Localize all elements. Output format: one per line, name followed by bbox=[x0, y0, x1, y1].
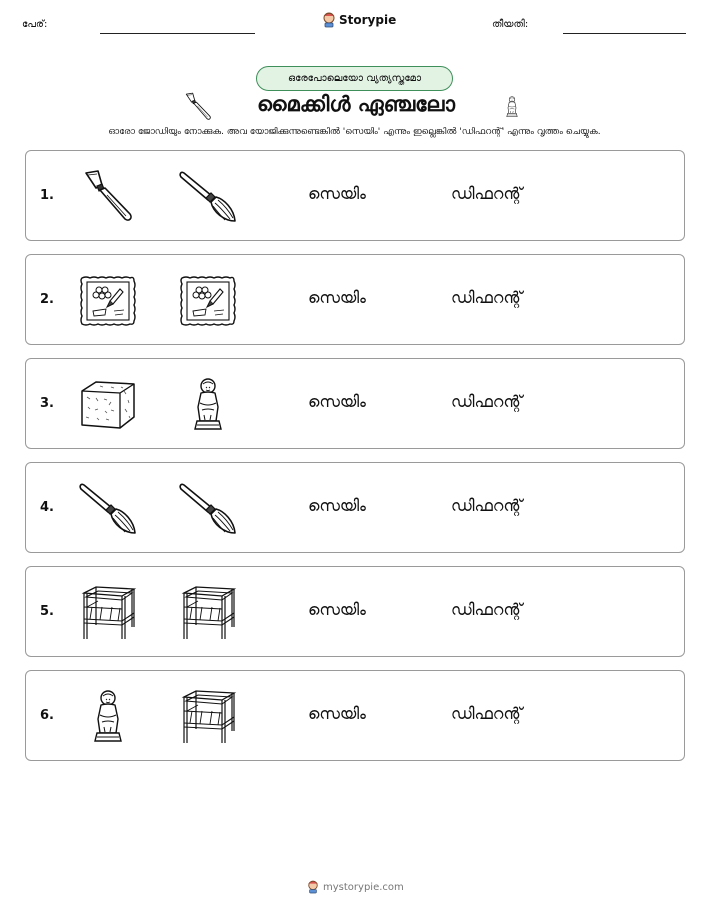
date-label: തീയതി: bbox=[492, 19, 529, 30]
different-option[interactable]: ഡിഫറന്റ് bbox=[451, 288, 523, 307]
fresco-tile-icon bbox=[78, 273, 138, 329]
badge-label: ഒരേപോലെയോ വ്യത്യസ്തമോ bbox=[287, 73, 422, 84]
different-option[interactable]: ഡിഫറന്റ് bbox=[451, 184, 523, 203]
chisel-icon bbox=[78, 169, 138, 225]
name-line[interactable] bbox=[100, 33, 255, 34]
instructions: ഓരോ ജോഡിയും നോക്കുക. അവ യോജിക്കുന്നുണ്ടെങ്കിൽ 'സെയിം' എന്നും ഇല്ലെങ്കിൽ 'ഡിഫറന്റ്' എന്നും വൃത്തം ചെയ്യുക. bbox=[108, 127, 601, 137]
question-row bbox=[25, 566, 685, 657]
page-title: മൈക്കിൾ ഏഞ്ചലോ bbox=[257, 92, 455, 116]
question-row bbox=[25, 254, 685, 345]
different-option[interactable]: ഡിഫറന്റ് bbox=[451, 704, 523, 723]
brush-icon bbox=[178, 481, 238, 537]
same-option[interactable]: സെയിം bbox=[308, 704, 366, 723]
brush-icon bbox=[178, 169, 238, 225]
question-number: 1. bbox=[40, 188, 54, 203]
brand-name: Storypie bbox=[339, 13, 397, 27]
title-row bbox=[0, 92, 709, 122]
same-option[interactable]: സെയിം bbox=[308, 496, 366, 515]
same-option[interactable]: സെയിം bbox=[308, 392, 366, 411]
question-row bbox=[25, 150, 685, 241]
question-number: 6. bbox=[40, 708, 54, 723]
different-option[interactable]: ഡിഫറന്റ് bbox=[451, 496, 523, 515]
scaffold-icon bbox=[178, 689, 238, 745]
footer bbox=[307, 880, 404, 894]
different-option[interactable]: ഡിഫറന്റ് bbox=[451, 392, 523, 411]
question-row bbox=[25, 670, 685, 761]
question-number: 5. bbox=[40, 604, 54, 619]
different-option[interactable]: ഡിഫറന്റ് bbox=[451, 600, 523, 619]
scaffold-icon bbox=[178, 585, 238, 641]
worksheet-type-badge bbox=[256, 66, 453, 91]
brand-logo bbox=[322, 12, 396, 28]
brush-icon bbox=[78, 481, 138, 537]
question-number: 4. bbox=[40, 500, 54, 515]
same-option[interactable]: സെയിം bbox=[308, 600, 366, 619]
scaffold-icon bbox=[78, 585, 138, 641]
statue-icon bbox=[178, 377, 238, 433]
name-label: പേര്: bbox=[22, 19, 48, 30]
chisel-icon bbox=[182, 92, 214, 122]
marble-block-icon bbox=[78, 377, 138, 433]
date-line[interactable] bbox=[563, 33, 686, 34]
question-row bbox=[25, 462, 685, 553]
fresco-tile-icon bbox=[178, 273, 238, 329]
storypie-mascot-icon bbox=[307, 880, 319, 894]
footer-site-link[interactable]: mystorypie.com bbox=[323, 881, 404, 893]
same-option[interactable]: സെയിം bbox=[308, 288, 366, 307]
question-number: 3. bbox=[40, 396, 54, 411]
question-number: 2. bbox=[40, 292, 54, 307]
question-row bbox=[25, 358, 685, 449]
storypie-mascot-icon bbox=[322, 12, 336, 28]
statue-icon bbox=[78, 689, 138, 745]
same-option[interactable]: സെയിം bbox=[308, 184, 366, 203]
statue-icon bbox=[500, 92, 524, 122]
